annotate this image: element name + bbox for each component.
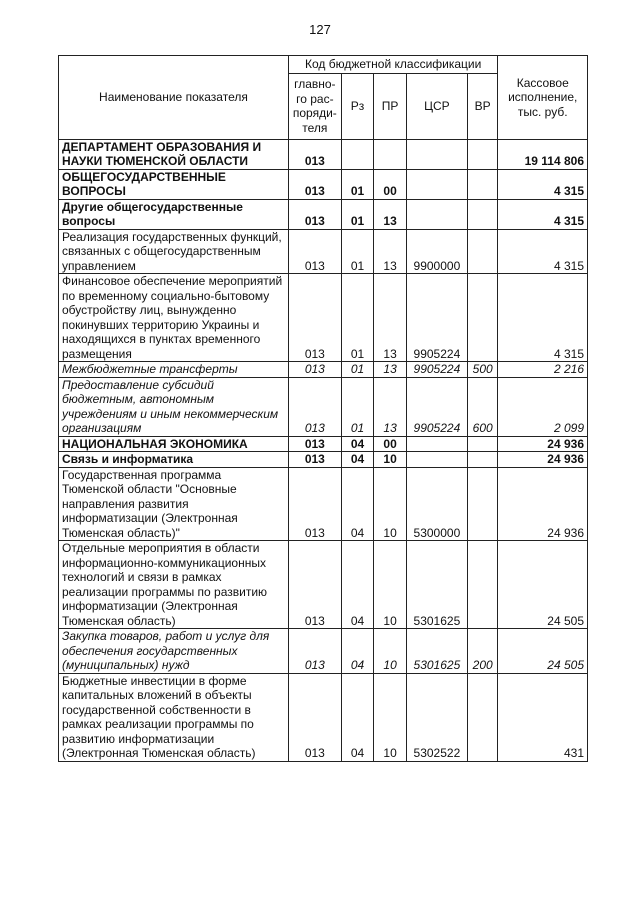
cell-rz: 04: [341, 436, 374, 452]
page-number: 127: [309, 22, 331, 37]
cell-pr: 13: [374, 377, 407, 436]
table-row: [59, 377, 588, 436]
cell-pr: 00: [374, 169, 407, 199]
cell-amount: 24 936: [498, 467, 588, 541]
header-amount: Кассовое исполнение, тыс. руб.: [498, 56, 588, 140]
table-row: [59, 362, 588, 378]
cell-vr: [467, 673, 498, 761]
cell-rz: 01: [341, 169, 374, 199]
cell-rz: 01: [341, 362, 374, 378]
cell-csr: [406, 169, 467, 199]
cell-name: Межбюджетные трансферты: [59, 362, 289, 378]
cell-glav: 013: [288, 452, 341, 468]
cell-pr: 00: [374, 436, 407, 452]
cell-amount: 4 315: [498, 274, 588, 362]
cell-vr: [467, 436, 498, 452]
cell-amount: 24 936: [498, 436, 588, 452]
cell-pr: 13: [374, 199, 407, 229]
cell-vr: [467, 541, 498, 629]
cell-vr: [467, 452, 498, 468]
table-row: [59, 629, 588, 674]
cell-name: Бюджетные инвестиции в форме капитальных вложений в объекты государственной собственности в рамках реализации программы по развитию информатизации (Электронная Тюменская область): [59, 673, 289, 761]
cell-vr: [467, 169, 498, 199]
cell-amount: 24 505: [498, 629, 588, 674]
cell-vr: [467, 274, 498, 362]
cell-glav: 013: [288, 629, 341, 674]
header-code-group: Код бюджетной классификации: [288, 56, 498, 74]
table-row: [59, 229, 588, 274]
cell-csr: 5302522: [406, 673, 467, 761]
cell-amount: 4 315: [498, 229, 588, 274]
cell-name: Предоставление субсидий бюджетным, автономным учреждениям и иным некоммерческим организациям: [59, 377, 289, 436]
cell-rz: 01: [341, 229, 374, 274]
cell-rz: 04: [341, 467, 374, 541]
cell-glav: 013: [288, 673, 341, 761]
cell-amount: 4 315: [498, 169, 588, 199]
cell-glav: 013: [288, 199, 341, 229]
header-glav: главно-го рас-поряди-теля: [288, 73, 341, 139]
cell-glav: 013: [288, 274, 341, 362]
cell-name: Государственная программа Тюменской области "Основные направления развития информатизации (Электронная Тюменская область)": [59, 467, 289, 541]
table-row: [59, 467, 588, 541]
cell-name: Финансовое обеспечение мероприятий по временному социально-бытовому обустройству лиц, вынужденно покинувших территорию Украины и находящихся в пунктах временного размещения: [59, 274, 289, 362]
cell-csr: 5301625: [406, 629, 467, 674]
cell-vr: [467, 199, 498, 229]
cell-pr: 10: [374, 673, 407, 761]
table-row: [59, 199, 588, 229]
cell-rz: 04: [341, 629, 374, 674]
cell-vr: 200: [467, 629, 498, 674]
cell-amount: 431: [498, 673, 588, 761]
cell-glav: 013: [288, 467, 341, 541]
cell-name: ОБЩЕГОСУДАРСТВЕННЫЕ ВОПРОСЫ: [59, 169, 289, 199]
cell-amount: 24 505: [498, 541, 588, 629]
cell-csr: 9900000: [406, 229, 467, 274]
cell-rz: 04: [341, 673, 374, 761]
cell-name: ДЕПАРТАМЕНТ ОБРАЗОВАНИЯ И НАУКИ ТЮМЕНСКОЙ ОБЛАСТИ: [59, 139, 289, 169]
cell-glav: 013: [288, 139, 341, 169]
cell-csr: 5301625: [406, 541, 467, 629]
cell-glav: 013: [288, 362, 341, 378]
cell-glav: 013: [288, 436, 341, 452]
cell-csr: [406, 452, 467, 468]
cell-pr: [374, 139, 407, 169]
header-vr: ВР: [467, 73, 498, 139]
cell-rz: [341, 139, 374, 169]
cell-csr: 9905224: [406, 274, 467, 362]
cell-rz: 01: [341, 274, 374, 362]
cell-vr: [467, 139, 498, 169]
cell-csr: [406, 199, 467, 229]
table-row: [59, 436, 588, 452]
header-pr: ПР: [374, 73, 407, 139]
cell-name: НАЦИОНАЛЬНАЯ ЭКОНОМИКА: [59, 436, 289, 452]
table-row: [59, 541, 588, 629]
cell-pr: 13: [374, 274, 407, 362]
cell-amount: 4 315: [498, 199, 588, 229]
table-row: [59, 169, 588, 199]
cell-glav: 013: [288, 377, 341, 436]
cell-glav: 013: [288, 541, 341, 629]
cell-csr: [406, 436, 467, 452]
cell-pr: 10: [374, 452, 407, 468]
cell-rz: 01: [341, 377, 374, 436]
budget-table: [58, 55, 588, 762]
cell-name: Закупка товаров, работ и услуг для обеспечения государственных (муниципальных) нужд: [59, 629, 289, 674]
cell-pr: 10: [374, 541, 407, 629]
cell-pr: 13: [374, 229, 407, 274]
table-row: [59, 274, 588, 362]
cell-name: Другие общегосударственные вопросы: [59, 199, 289, 229]
cell-pr: 10: [374, 629, 407, 674]
cell-rz: 04: [341, 541, 374, 629]
cell-amount: 2 216: [498, 362, 588, 378]
cell-vr: 600: [467, 377, 498, 436]
cell-pr: 10: [374, 467, 407, 541]
cell-glav: 013: [288, 169, 341, 199]
cell-amount: 19 114 806: [498, 139, 588, 169]
cell-csr: [406, 139, 467, 169]
table-row: [59, 452, 588, 468]
cell-glav: 013: [288, 229, 341, 274]
table-body: [59, 139, 588, 761]
cell-rz: 01: [341, 199, 374, 229]
cell-amount: 24 936: [498, 452, 588, 468]
cell-pr: 13: [374, 362, 407, 378]
cell-rz: 04: [341, 452, 374, 468]
header-csr: ЦСР: [406, 73, 467, 139]
header-rz: Рз: [341, 73, 374, 139]
table-row: [59, 139, 588, 169]
cell-name: Отдельные мероприятия в области информационно-коммуникационных технологий и связи в рамках реализации программы по развитию информатизации (Электронная Тюменская область): [59, 541, 289, 629]
cell-vr: 500: [467, 362, 498, 378]
table-row: [59, 673, 588, 761]
cell-vr: [467, 467, 498, 541]
cell-name: Связь и информатика: [59, 452, 289, 468]
cell-vr: [467, 229, 498, 274]
cell-csr: 9905224: [406, 362, 467, 378]
cell-name: Реализация государственных функций, связанных с общегосударственным управлением: [59, 229, 289, 274]
cell-csr: 5300000: [406, 467, 467, 541]
cell-amount: 2 099: [498, 377, 588, 436]
cell-csr: 9905224: [406, 377, 467, 436]
header-name: Наименование показателя: [59, 56, 289, 140]
